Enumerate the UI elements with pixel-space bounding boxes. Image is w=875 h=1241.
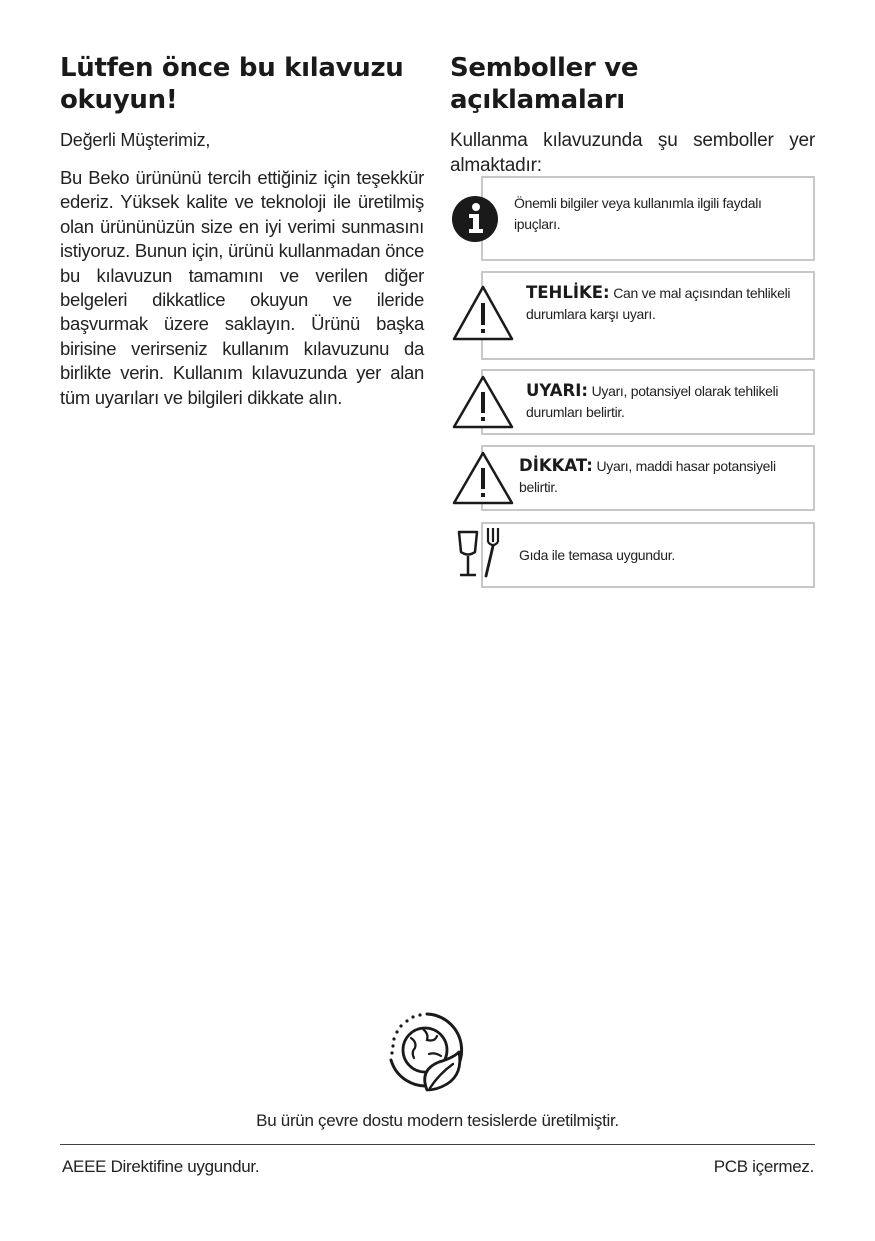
symbol-description: Önemli bilgiler veya kullanımla ilgili faydalı ipuçları. <box>514 195 762 232</box>
symbol-text-info <box>514 193 804 235</box>
eco-caption: Bu ürün çevre dostu modern tesislerde üretilmiştir. <box>256 1111 619 1130</box>
symbol-text-caution <box>519 455 805 498</box>
warning-triangle-icon <box>451 450 515 506</box>
page-title: Lütfen önce bu kılavuzu okuyun! <box>60 53 404 115</box>
symbols-title: Semboller ve açıklamaları <box>450 53 639 115</box>
food-contact-icon <box>455 526 511 582</box>
symbols-intro: Kullanma kılavuzunda şu semboller yer almaktadır: <box>450 130 815 176</box>
footer-divider <box>60 1144 815 1145</box>
greeting: Değerli Müşterimiz, <box>60 130 211 150</box>
symbol-description: Uyarı, potansiyel olarak tehlikeli durumları belirtir. <box>526 383 779 420</box>
symbol-label: UYARI: <box>526 381 588 400</box>
symbols-column <box>450 52 815 178</box>
symbol-description: Uyarı, maddi hasar potansiyeli belirtir. <box>519 458 776 495</box>
symbol-label: TEHLİKE: <box>526 283 610 302</box>
footer-weee-note: AEEE Direktifine uygundur. <box>62 1157 260 1176</box>
symbol-text-food <box>519 545 805 566</box>
symbol-description: Gıda ile temasa uygundur. <box>519 547 675 563</box>
symbol-text-warning <box>526 380 806 423</box>
eco-globe-leaf-icon <box>383 1008 467 1098</box>
symbol-description: Can ve mal açısından tehlikeli durumlara karşı uyarı. <box>526 285 791 322</box>
intro-column <box>60 52 424 410</box>
footer-pcb-note: PCB içermez. <box>713 1157 814 1176</box>
warning-triangle-icon <box>451 284 515 342</box>
intro-paragraph: Bu Beko ürününü tercih ettiğiniz için teşekkür ederiz. Yüksek kalite ve teknoloji ile üretilmiş olan ürününüzün size en iyi verimi sunmasını istiyoruz. Bunun için, ürünü kullanmadan önce bu kılavuzun tamamını ve verilen diğer belgeleri dikkatlice okuyun ve ileride başvurmak üzere saklayın. Ürünü başka birisine verirseniz kullanım kılavuzunu da birlikte verin. Kullanım kılavuzunda yer alan tüm uyarıları ve bilgileri dikkate alın. <box>60 167 424 408</box>
symbol-label: DİKKAT: <box>519 456 593 475</box>
warning-triangle-icon <box>451 374 515 430</box>
symbol-text-danger <box>526 282 806 325</box>
info-icon <box>450 194 500 244</box>
